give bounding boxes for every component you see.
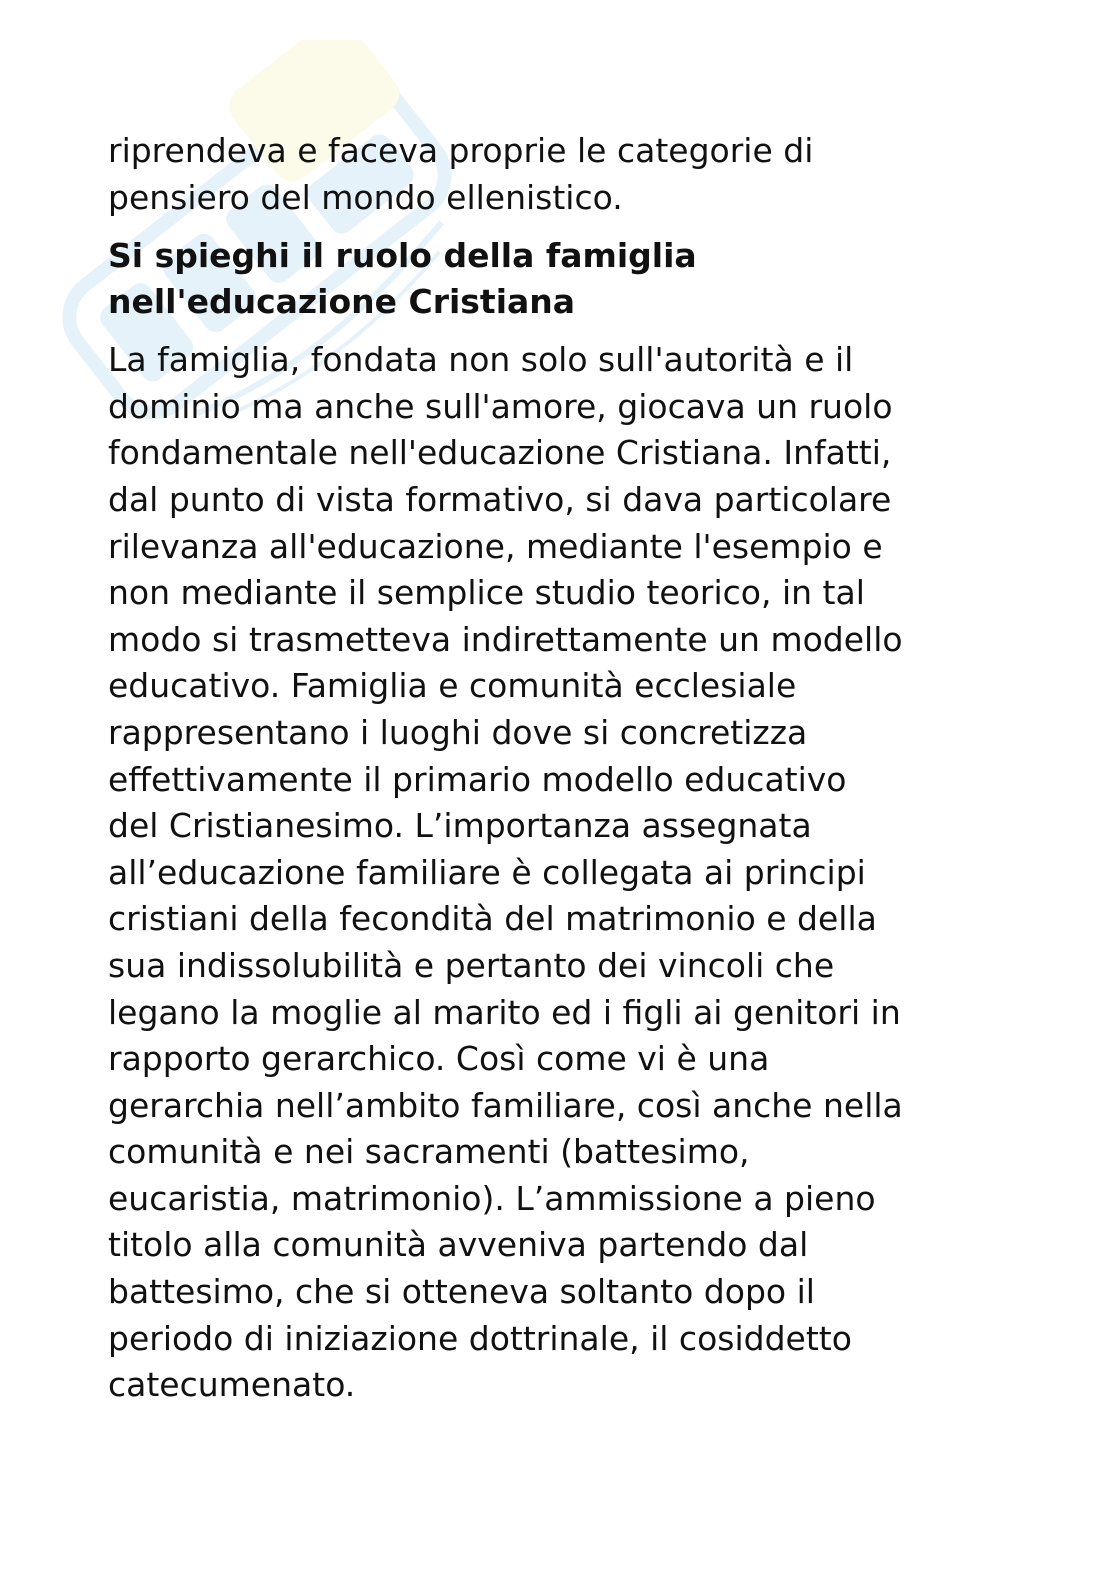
section-heading: Si spieghi il ruolo della famiglia nell'educazione Cristiana bbox=[108, 236, 697, 322]
body-paragraph: La famiglia, fondata non solo sull'autorità e il dominio ma anche sull'amore, giocava un ruolo fondamentale nell'educazione Cristiana. Infatti, dal punto di vista formativo, si dava particolare rilevanza all'educazione, mediante l'esempio e non mediante il semplice studio teorico, in tal modo si trasmetteva indirettamente un modello educativo. Famiglia e comunità ecclesiale rappresentano i luoghi dove si concretizza effettivamente il primario modello educativo del Cristianesimo. L’importanza assegnata all’educazione familiare è collegata ai principi cristiani della fecondità del matrimonio e della sua indissolubilità e pertanto dei vincoli che legano la moglie al marito ed i figli ai genitori in rapporto gerarchico. Così come vi è una gerarchia nell’ambito familiare, così anche nella comunità e nei sacramenti (battesimo, eucaristia, matrimonio). L’ammissione a pieno titolo alla comunità avveniva partendo dal battesimo, che si otteneva soltanto dopo il periodo di iniziazione dottrinale, il cosiddetto catecumenato. bbox=[108, 340, 903, 1405]
intro-paragraph: riprendeva e faceva proprie le categorie di pensiero del mondo ellenistico. bbox=[108, 131, 814, 217]
document-page bbox=[108, 128, 1028, 1409]
